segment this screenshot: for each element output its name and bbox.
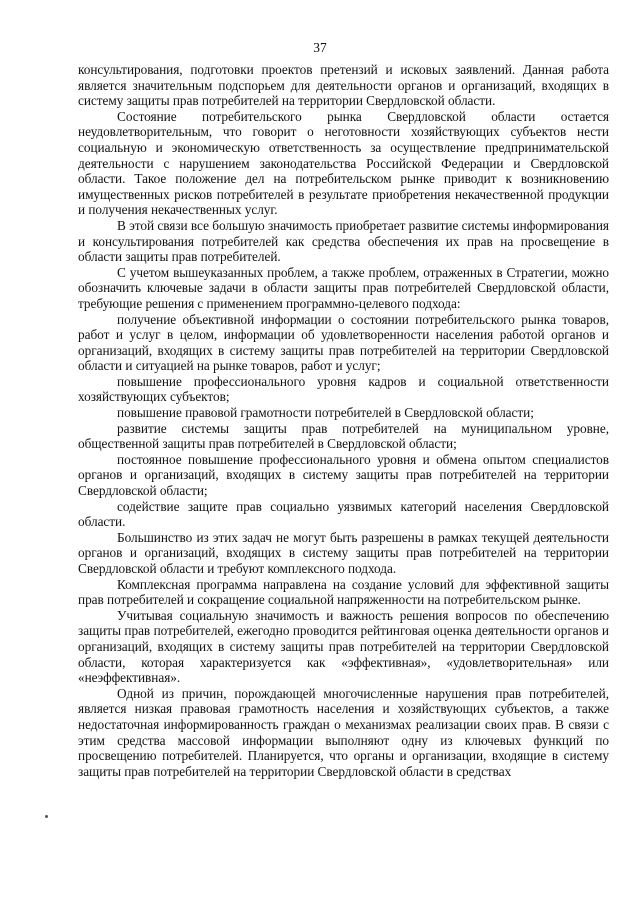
- page-number: 37: [313, 40, 327, 55]
- task-item-vulnerable-groups: содействие защите прав социально уязвимых категорий населения Свердловской области.: [78, 498, 609, 530]
- paragraph-legal-literacy-media: Одной из причин, порождающей многочисленные нарушения прав потребителей, является низкая правовая грамотность населения и хозяйствующих субъектов, а также недостаточная информированность граждан о механизмах реализации своих прав. В связи с этим средства массовой информации выполняют одну из ключевых функций по просвещению потребителей. Планируется, что органы и организации, входящие в систему защиты прав потребителей на территории Свердловской области в средствах: [78, 685, 609, 779]
- task-item-experience-exchange: постоянное повышение профессионального уровня и обмена опытом специалистов органов и организаций, входящих в систему защиты прав потребителей на территории Свердловской области;: [78, 451, 609, 499]
- task-item-legal-literacy: повышение правовой грамотности потребителей в Свердловской области;: [117, 405, 534, 421]
- task-item-professional-level: повышение профессионального уровня кадров и социальной ответственности хозяйствующих субъектов;: [78, 373, 609, 405]
- paragraph-complex-approach: Большинство из этих задач не могут быть разрешены в рамках текущей деятельности органов и организаций, входящих в систему защиты прав потребителей на территории Свердловской области и требуют комплексного подхода.: [78, 529, 609, 576]
- paragraph-informing-system: В этой связи все большую значимость приобретает развитие системы информирования и консультирования потребителей как средства обеспечения их прав на просвещение в области защиты прав потребителей.: [78, 217, 609, 265]
- document-body: [78, 62, 609, 779]
- paragraph-continuation: консультирования, подготовки проектов претензий и исковых заявлений. Данная работа является значительным подспорьем для деятельности органов и организаций, входящих в систему защиты прав потребителей на территории Свердловской области.: [78, 62, 609, 109]
- paragraph-key-tasks-intro: С учетом вышеуказанных проблем, а также проблем, отраженных в Стратегии, можно обозначить ключевые задачи в области защиты прав потребителей Свердловской области, требующие решения с применением программно-целевого подхода:: [78, 264, 609, 311]
- paragraph-market-state: Состояние потребительского рынка Свердловской области остается неудовлетворительным, что говорит о неготовности хозяйствующих субъектов нести социальную и экономическую ответственность за осуществление предпринимательской деятельности с нарушением законодательства Российской Федерации и Свердловской области. Такое положение дел на потребительском рынке приводит к возникновению имущественных рисков потребителей в результате приобретения некачественной продукции и получения некачественных услуг.: [78, 108, 609, 218]
- task-item-municipal-protection: развитие системы защиты прав потребителей на муниципальном уровне, общественной защиты прав потребителей в Свердловской области;: [78, 420, 609, 452]
- paragraph-rating-assessment: Учитывая социальную значимость и важность решения вопросов по обеспечению защиты прав потребителей, ежегодно проводится рейтинговая оценка деятельности органов и организаций, входящих в систему защиты прав потребителей на территории Свердловской области, которая характеризуется как «эффективная», «удовлетворительная» или «неэффективная».: [78, 607, 609, 686]
- paragraph-program-goal: Комплексная программа направлена на создание условий для эффективной защиты прав потребителей и сокращение социальной напряженности на потребительском рынке.: [78, 576, 609, 608]
- task-item-objective-information: получение объективной информации о состоянии потребительского рынка товаров, работ и услуг в целом, информации об удовлетворенности населения работой органов и организаций, входящих в систему защиты прав потребителей на территории Свердловской области и ситуацией на рынке товаров, работ и услуг;: [78, 311, 609, 374]
- scan-mark: [45, 815, 48, 818]
